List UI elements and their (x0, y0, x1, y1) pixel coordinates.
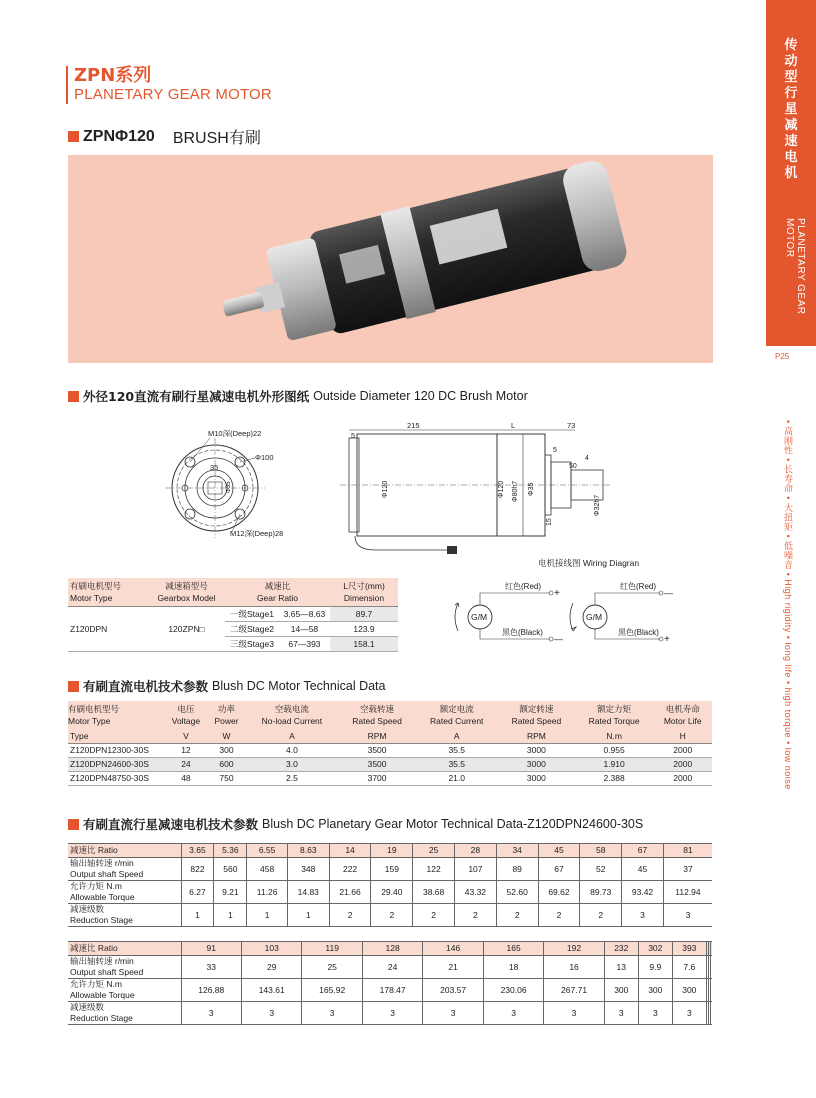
header-cell: 额定力矩 Rated Torque (575, 701, 654, 729)
table-cell: 3 (638, 1002, 672, 1025)
table-cell: 2000 (653, 757, 712, 771)
row-label: 减速级数 Reduction Stage (68, 1002, 181, 1025)
table-cell: 2 (329, 904, 371, 927)
unit-cell: W (208, 729, 245, 743)
table-cell: 3 (622, 904, 664, 927)
label-phi32: Φ32h7 (594, 494, 601, 516)
table-cell: 2 (538, 904, 580, 927)
table-cell: 8.63 (287, 844, 329, 858)
table-cell: 3 (672, 1002, 706, 1025)
gearbox-table (68, 578, 398, 652)
ratio-row (68, 942, 712, 956)
plus-label: + (554, 588, 560, 599)
minus-label: — (554, 634, 563, 644)
table-cell: 4.0 (245, 743, 339, 757)
table-cell: 3 (302, 1002, 362, 1025)
front-view-drawing (160, 420, 310, 548)
table-cell: 38.68 (413, 881, 455, 904)
table-cell (711, 956, 712, 979)
sidebar-title-block (766, 0, 816, 210)
header-cell: 功率 Power (208, 701, 245, 729)
header-cell: 有刷电机型号 Motor Type (68, 578, 148, 607)
gm-label: G/M (586, 612, 603, 622)
unit-cell: RPM (339, 729, 416, 743)
stage-cell: 二级Stage2 (225, 622, 279, 637)
table-cell (711, 979, 712, 1002)
table-row (68, 979, 712, 1002)
table-row (68, 771, 712, 785)
table-cell: 1 (214, 904, 247, 927)
label-m10: M10深(Deep)22 (208, 429, 262, 438)
unit-cell: N.m (575, 729, 654, 743)
unit-cell: Type (68, 729, 164, 743)
table-cell: 126.88 (181, 979, 241, 1002)
row-label: 允许力矩 N.m Allowable Torque (68, 979, 181, 1002)
dim-cell: 123.9 (330, 622, 398, 637)
motor-illustration (68, 155, 713, 363)
motor-cell: Z120DPN (68, 607, 148, 652)
table-cell: 13 (604, 956, 638, 979)
table-cell: 21.66 (329, 881, 371, 904)
motor-title-zh: 有刷直流电机技术参数 (83, 679, 209, 694)
model-name: ZPNΦ120 (83, 127, 155, 145)
section-bullet-icon (68, 819, 79, 830)
table-cell: 300 (672, 979, 706, 1002)
table-cell: 2 (371, 904, 413, 927)
minus-label: — (664, 588, 673, 598)
header-cell: 电机寿命 Motor Life (653, 701, 712, 729)
table-cell: 3000 (498, 771, 575, 785)
row-label: 减速级数 Reduction Stage (68, 904, 181, 927)
table-cell: 21.0 (415, 771, 498, 785)
unit-cell: H (653, 729, 712, 743)
table-cell: 2 (496, 904, 538, 927)
table-cell: 9.9 (638, 956, 672, 979)
table-cell: 192 (544, 942, 604, 956)
drawing-section-title (68, 387, 528, 405)
table-cell: 89.73 (580, 881, 622, 904)
table-cell: 300 (604, 979, 638, 1002)
table-cell: 3 (423, 1002, 483, 1025)
table-cell: 35.5 (415, 757, 498, 771)
table-cell: 2.5 (245, 771, 339, 785)
sidebar-features: • 高刚性 • 长寿命 • 大扭矩 • 低噪音 • High rigidity • long life • high torque • low noise (783, 420, 793, 790)
label-50: 50 (569, 463, 577, 470)
table-cell: 6.27 (181, 881, 214, 904)
table-cell: 43.32 (455, 881, 497, 904)
motor-data-table (68, 701, 712, 786)
table-cell: 3 (241, 1002, 301, 1025)
header-cell: 减速箱型号 Gearbox Model (148, 578, 225, 607)
label-L: L (511, 421, 516, 430)
table-cell: 2 (580, 904, 622, 927)
label-phi120a: Φ120 (382, 480, 389, 498)
table-cell: 112.94 (663, 881, 712, 904)
unit-cell: V (164, 729, 208, 743)
table-cell: 19 (371, 844, 413, 858)
table-cell: 3 (181, 1002, 241, 1025)
gear-section-title (68, 815, 643, 833)
stage-cell: 一级Stage1 (225, 607, 279, 622)
dim-cell: 89.7 (330, 607, 398, 622)
dim-cell: 158.1 (330, 637, 398, 652)
table-cell: 3 (604, 1002, 638, 1025)
table-cell: 12 (164, 743, 208, 757)
row-label: 输出轴转速 r/min Output shaft Speed (68, 956, 181, 979)
wiring-diagrams (450, 575, 720, 650)
table-cell: 560 (214, 858, 247, 881)
product-photo (68, 155, 713, 363)
table-cell: 107 (455, 858, 497, 881)
table-cell: 24 (164, 757, 208, 771)
table-cell: 165.92 (302, 979, 362, 1002)
table-cell (711, 942, 712, 956)
table-cell: 45 (622, 858, 664, 881)
gear-title-en: Blush DC Planetary Gear Motor Technical Data-Z120DPN24600-30S (262, 817, 644, 831)
section-bullet-icon (68, 131, 79, 142)
section-bullet-icon (68, 681, 79, 692)
table-cell: 67 (538, 858, 580, 881)
table-cell: 89 (496, 858, 538, 881)
table-cell: 69.62 (538, 881, 580, 904)
section-bullet-icon (68, 391, 79, 402)
side-view-drawing (335, 420, 615, 560)
table-cell: 232 (604, 942, 638, 956)
table-cell: 3 (663, 904, 712, 927)
table-header-row (68, 701, 712, 729)
table-cell: 6.55 (247, 844, 288, 858)
table-cell: 28 (455, 844, 497, 858)
table-row (68, 607, 398, 622)
table-cell: 52 (580, 858, 622, 881)
wiring-diagram-label: 电机接线图 Wiring Diagran (538, 558, 640, 568)
label-phi35: Φ35 (226, 481, 232, 493)
label-215: 215 (407, 421, 420, 430)
table-cell: 128 (362, 942, 422, 956)
table-row (68, 743, 712, 757)
label-phi80: Φ80h7 (512, 480, 519, 502)
header-cell: 减速比 Gear Ratio (225, 578, 330, 607)
table-cell: 5.36 (214, 844, 247, 858)
table-cell: 103 (241, 942, 301, 956)
table-cell: 91 (181, 942, 241, 956)
table-cell: 35.5 (415, 743, 498, 757)
table-cell: 3 (483, 1002, 543, 1025)
table-row (68, 904, 712, 927)
unit-cell: RPM (498, 729, 575, 743)
label-15: 15 (546, 518, 553, 526)
table-row (68, 956, 712, 979)
table-cell: 3000 (498, 757, 575, 771)
row-label: 减速比 Ratio (68, 942, 181, 956)
table-cell: 21 (423, 956, 483, 979)
table-cell: 0.955 (575, 743, 654, 757)
table-cell (711, 1002, 712, 1025)
table-cell: 52.60 (496, 881, 538, 904)
table-cell: 37 (663, 858, 712, 881)
table-cell: 1 (181, 904, 214, 927)
table-cell: 11.26 (247, 881, 288, 904)
table-cell: 24 (362, 956, 422, 979)
table-cell: 58 (580, 844, 622, 858)
table-cell: 267.71 (544, 979, 604, 1002)
table-cell: 3 (362, 1002, 422, 1025)
model-type: BRUSH有刷 (172, 130, 261, 147)
table-cell: 14 (329, 844, 371, 858)
table-cell: 1.910 (575, 757, 654, 771)
table-cell: 3500 (339, 743, 416, 757)
ratio-cell: 14—58 (279, 622, 330, 637)
drawing-title-zh: 外径120直流有刷行星减速电机外形图纸 (83, 389, 310, 404)
header-cell: 电压 Voltage (164, 701, 208, 729)
black-label: 黑色(Black) (502, 628, 543, 637)
sidebar-title-en: PLANETARY GEAR MOTOR (784, 218, 806, 315)
label-73: 73 (567, 421, 576, 430)
table-cell: 230.06 (483, 979, 543, 1002)
label-phi120b: Φ120 (498, 480, 505, 498)
table-cell: 222 (329, 858, 371, 881)
table-cell: 7.6 (672, 956, 706, 979)
table-cell: 48 (164, 771, 208, 785)
table-cell: 29.40 (371, 881, 413, 904)
table-cell: 2 (413, 904, 455, 927)
header-cell: 空载电流 No-load Current (245, 701, 339, 729)
table-cell: 178.47 (362, 979, 422, 1002)
table-cell: 2 (455, 904, 497, 927)
table-row (68, 858, 712, 881)
stage-cell: 三级Stage3 (225, 637, 279, 652)
model-title (68, 125, 261, 148)
table-cell: 2000 (653, 771, 712, 785)
table-cell: 93.42 (622, 881, 664, 904)
unit-cell: A (415, 729, 498, 743)
drawing-title-en: Outside Diameter 120 DC Brush Motor (313, 389, 528, 403)
wiring-left (455, 581, 563, 644)
table-cell: 3 (544, 1002, 604, 1025)
header-cell: 额定转速 Rated Speed (498, 701, 575, 729)
table-cell: 3000 (498, 743, 575, 757)
table-cell: 2000 (653, 743, 712, 757)
table-cell: 143.61 (241, 979, 301, 1002)
table-cell: 458 (247, 858, 288, 881)
row-label: 输出轴转速 r/min Output shaft Speed (68, 858, 181, 881)
table-cell: 2.388 (575, 771, 654, 785)
table-cell: 302 (638, 942, 672, 956)
table-cell: 16 (544, 956, 604, 979)
table-cell: 14.83 (287, 881, 329, 904)
series-header (66, 66, 272, 104)
motor-title-en: Blush DC Motor Technical Data (212, 679, 386, 693)
gear-data-table-1 (68, 843, 712, 927)
table-cell: 750 (208, 771, 245, 785)
header-cell: 有刷电机型号 Motor Type (68, 701, 164, 729)
sidebar-en-block (766, 210, 816, 346)
units-row (68, 729, 712, 743)
table-cell: Z120DPN48750-30S (68, 771, 164, 785)
table-cell: Z120DPN12300-30S (68, 743, 164, 757)
ratio-cell: 3.65—8.63 (279, 607, 330, 622)
unit-cell: A (245, 729, 339, 743)
table-cell: 393 (672, 942, 706, 956)
page-number: P25 (775, 352, 790, 361)
red-label: 红色(Red) (505, 582, 542, 591)
table-cell: 3.65 (181, 844, 214, 858)
table-cell: 122 (413, 858, 455, 881)
label-5b: 5 (553, 447, 557, 454)
header-cell: 空载转速 Rated Speed (339, 701, 416, 729)
table-cell: 3700 (339, 771, 416, 785)
table-cell: 29 (241, 956, 301, 979)
label-4: 4 (585, 455, 589, 462)
table-cell: 203.57 (423, 979, 483, 1002)
table-cell: 18 (483, 956, 543, 979)
table-cell: 81 (663, 844, 712, 858)
table-cell: 9.21 (214, 881, 247, 904)
label-phi35-side: Φ35 (528, 482, 535, 496)
table-cell: 34 (496, 844, 538, 858)
series-title-en: PLANETARY GEAR MOTOR (74, 86, 272, 103)
gear-data-table-2 (68, 941, 712, 1025)
table-cell: 146 (423, 942, 483, 956)
table-cell: 33 (181, 956, 241, 979)
label-5a: 5 (351, 433, 355, 440)
row-label: 减速比 Ratio (68, 844, 181, 858)
red-label: 红色(Red) (620, 582, 657, 591)
header-cell: 额定电流 Rated Current (415, 701, 498, 729)
table-row (68, 881, 712, 904)
label-phi100: Φ100 (255, 453, 274, 462)
table-cell: 45 (538, 844, 580, 858)
table-cell: 600 (208, 757, 245, 771)
table-cell: 348 (287, 858, 329, 881)
table-cell: 300 (208, 743, 245, 757)
table-cell: 300 (638, 979, 672, 1002)
table-cell: 3.0 (245, 757, 339, 771)
ratio-row (68, 844, 712, 858)
series-title-zh: ZPN系列 (74, 65, 152, 86)
header-cell: L尺寸(mm) Dimension (330, 578, 398, 607)
plus-label: + (664, 634, 670, 645)
ratio-cell: 67—393 (279, 637, 330, 652)
table-cell: 25 (413, 844, 455, 858)
label-35: 35 (210, 463, 219, 472)
table-cell: 165 (483, 942, 543, 956)
sidebar-title-zh: 传 动 型 行 星 减 速 电 机 (784, 38, 798, 181)
label-m12: M12深(Deep)28 (230, 529, 284, 538)
black-label: 黑色(Black) (618, 628, 659, 637)
table-cell: 1 (287, 904, 329, 927)
table-row (68, 1002, 712, 1025)
table-cell: 822 (181, 858, 214, 881)
wiring-right (570, 581, 673, 645)
table-cell: 1 (247, 904, 288, 927)
row-label: 允许力矩 N.m Allowable Torque (68, 881, 181, 904)
gm-label: G/M (471, 612, 488, 622)
motor-section-title (68, 677, 385, 695)
table-cell: 25 (302, 956, 362, 979)
table-cell: 119 (302, 942, 362, 956)
gear-title-zh: 有刷直流行星减速电机技术参数 (83, 817, 259, 832)
table-header-row (68, 578, 398, 607)
table-cell: 159 (371, 858, 413, 881)
table-cell: 3500 (339, 757, 416, 771)
table-cell: 67 (622, 844, 664, 858)
table-row (68, 757, 712, 771)
table-cell: Z120DPN24600-30S (68, 757, 164, 771)
gearbox-cell: 120ZPN□ (148, 607, 225, 652)
